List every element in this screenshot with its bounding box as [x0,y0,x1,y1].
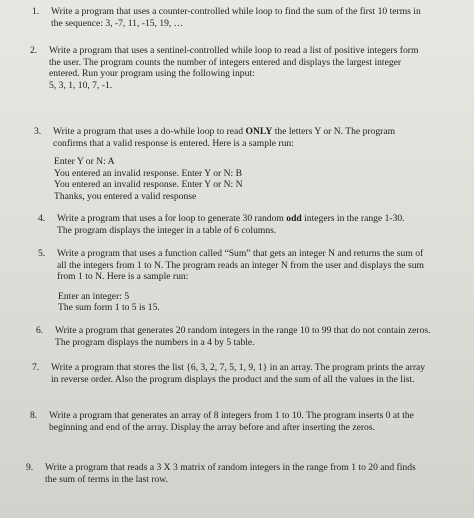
text-line: Write a program that uses a counter-controlled while loop to find the sum of the first 10 terms in [51,6,421,17]
text-line: Write a program that generates an array of 8 integers from 1 to 10. The program inserts 0 at the [49,410,414,421]
question-number: 2. [30,45,38,56]
text-line: the sum of terms in the last row. [45,473,169,485]
emphasis-text: ONLY [245,126,273,137]
sample-line: Thanks, you entered a valid response [54,190,197,202]
question-text [45,462,416,485]
text-line: Write a program that uses a function called “Sum” that gets an integer N and returns the sum of [57,248,424,259]
question-text [51,6,421,29]
question-text [57,213,405,236]
question-number: 1. [32,6,40,17]
text-line: confirms that a valid response is entered. Here is a sample run: [53,137,294,149]
text-line: Write a program that uses a sentinel-controlled while loop to read a list of positive integers form [49,45,419,56]
text-line: from 1 to N. Here is a sample run: [57,271,189,282]
question-text [57,248,424,314]
question-text [55,325,431,348]
text-line [53,126,395,138]
text-fragment: the letters Y or N. The program [272,126,396,137]
sample-line: Enter an integer: 5 [58,290,130,302]
question-text [49,410,414,433]
text-line: The program displays the integer in a table of 6 columns. [57,224,277,236]
question-text [53,126,395,202]
text-fragment: Write a program that uses a do-while loop to read [53,126,246,137]
question-number: 4. [38,213,46,224]
text-line [57,213,405,225]
question-number: 7. [32,362,40,373]
text-line: Write a program that stores the list {6, 3, 2, 7, 5, 1, 9, 1} in an array. The program prints the array [51,362,426,373]
sample-run [54,156,395,202]
text-line: Write a program that reads a 3 X 3 matrix of random integers in the range from 1 to 20 and finds [45,462,416,473]
text-line: the sequence: 3, -7, 11, -15, 19, … [51,17,184,29]
sample-run [58,291,424,314]
sample-line: You entered an invalid response. Enter Y or N: B [54,167,243,179]
text-line: 5, 3, 1, 10, 7, -1. [49,79,113,91]
question-number: 8. [30,410,38,421]
sample-line: You entered an invalid response. Enter Y or N: N [54,179,243,190]
text-line: the user. The program counts the number of integers entered and displays the largest integer [49,56,402,68]
sample-line: Enter Y or N: A [54,156,115,167]
text-line: The program displays the numbers in a 4 by 5 table. [55,336,255,348]
text-line: Write a program that generates 20 random integers in the range 10 to 99 that do not contain zeros. [55,325,431,336]
question-number: 3. [34,126,42,137]
question-text [49,45,418,91]
question-text [51,362,425,385]
sample-line: The sum form 1 to 5 is 15. [58,302,160,313]
question-number: 9. [26,462,34,473]
text-fragment: Write a program that uses a for loop to generate 30 random [57,213,287,224]
emphasis-text: odd [286,213,302,224]
text-line: all the integers from 1 to N. The program reads an integer N from the user and displays the sum [57,259,424,271]
question-number: 6. [36,325,44,336]
text-fragment: integers in the range 1-30. [301,213,405,224]
question-number: 5. [38,248,46,259]
text-line: entered. Run your program using the following input: [49,68,255,79]
text-line: in reverse order. Also the program displays the product and the sum of all the values in the list. [51,373,415,385]
text-line: beginning and end of the array. Display the array before and after inserting the zeros. [49,421,375,433]
